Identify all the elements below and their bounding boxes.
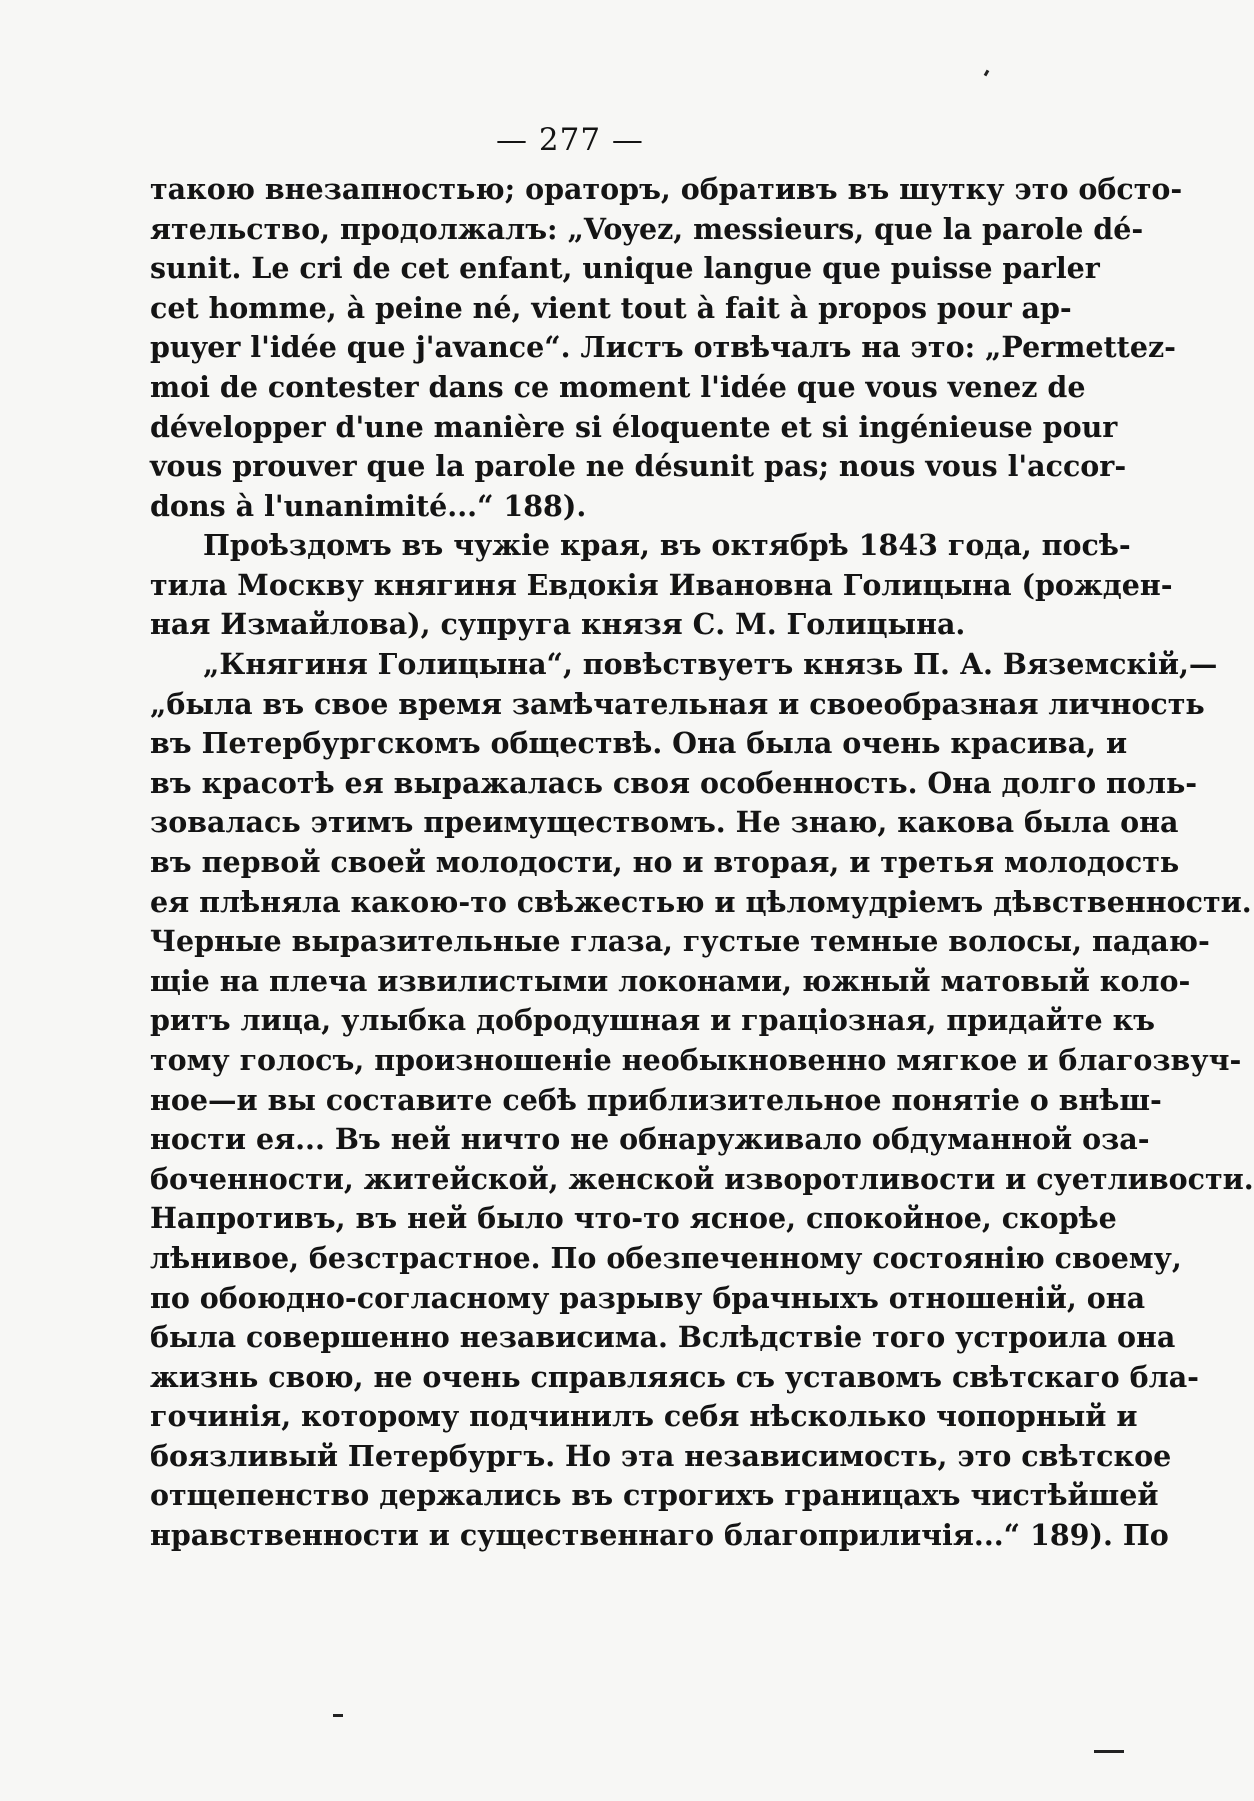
text-line: тому голосъ, произношеніе необыкновенно мягкое и благозвуч-: [150, 1042, 1242, 1077]
text-line: лѣнивое, безстрастное. По обезпеченному состоянію своему,: [150, 1240, 1182, 1275]
paragraph-3: [150, 645, 1254, 1556]
text-line: vous prouver que la parole ne désunit pas; nous vous l'accor-: [150, 449, 1127, 484]
text-line: въ Петербургскомъ обществѣ. Она была очень красива, и: [150, 726, 1128, 761]
text-line: développer d'une manière si éloquente et si ingénieuse pour: [150, 409, 1118, 444]
scan-speck: [333, 1714, 343, 1717]
text-line: гочинія, которому подчинилъ себя нѣсколько чопорный и: [150, 1399, 1138, 1434]
text-line: dons à l'unanimité...“ 188).: [150, 488, 587, 523]
text-line: въ первой своей молодости, но и вторая, и третья молодость: [150, 844, 1180, 879]
text-line: зовалась этимъ преимуществомъ. Не знаю, какова была она: [150, 805, 1179, 840]
text-line: въ красотѣ ея выражалась своя особенность. Она долго поль-: [150, 765, 1198, 800]
text-line: puyer l'idée que j'avance“. Листъ отвѣчалъ на это: „Permettez-: [150, 330, 1176, 365]
text-line: щіе на плеча извилистыми локонами, южный матовый коло-: [150, 963, 1191, 998]
text-line: Проѣздомъ въ чужіе края, въ октябрѣ 1843 года, посѣ-: [203, 528, 1131, 562]
text-line: была совершенно независима. Вслѣдствіе того устроила она: [150, 1320, 1176, 1355]
text-line: ная Измайлова), супруга князя С. М. Голицына.: [150, 607, 966, 642]
text-line: боязливый Петербургъ. Но эта независимость, это свѣтское: [150, 1438, 1172, 1473]
text-line: ности ея... Въ ней ничто не обнаруживало обдуманной оза-: [150, 1122, 1150, 1157]
page-number: — 277 —: [496, 122, 644, 158]
scan-speck: [984, 70, 990, 77]
text-line: ритъ лица, улыбка добродушная и граціозная, придайте къ: [150, 1003, 1156, 1038]
scan-speck: [1094, 1750, 1124, 1753]
paragraph-2: [150, 526, 1173, 645]
text-line: жизнь свою, не очень справляясь съ уставомъ свѣтскаго бла-: [150, 1359, 1200, 1394]
text-line: Напротивъ, въ ней было что-то ясное, спокойное, скорѣе: [150, 1201, 1117, 1236]
paragraph-1: [150, 170, 1183, 526]
text-line: „Княгиня Голицына“, повѣствуетъ князь П. А. Вяземскій,—: [203, 647, 1218, 681]
text-line: боченности, житейской, женской изворотливости и суетливости.: [150, 1161, 1254, 1196]
text-line: ея плѣняла какою-то свѣжестью и цѣломудріемъ дѣвственности.: [150, 884, 1252, 919]
text-line: sunit. Le cri de cet enfant, unique langue que puisse parler: [150, 251, 1100, 286]
text-line: Черные выразительные глаза, густые темные волосы, падаю-: [150, 924, 1210, 959]
text-line: moi de contester dans ce moment l'idée que vous venez de: [150, 369, 1086, 404]
text-line: по обоюдно-согласному разрыву брачныхъ отношеній, она: [150, 1280, 1146, 1315]
text-line: нравственности и существеннаго благоприличія...“ 189). По: [150, 1518, 1169, 1553]
text-line: тила Москву княгиня Евдокія Ивановна Голицына (рожден-: [150, 567, 1173, 602]
text-line: отщепенство держались въ строгихъ границахъ чистѣйшей: [150, 1478, 1159, 1513]
text-line: „была въ свое время замѣчательная и своеобразная личность: [150, 686, 1205, 721]
text-line: такою внезапностью; ораторъ, обративъ въ шутку это обсто-: [150, 172, 1183, 206]
text-line: cet homme, à peine né, vient tout à fait à propos pour ap-: [150, 290, 1072, 325]
text-line: ное—и вы составите себѣ приблизительное понятіе о внѣш-: [150, 1082, 1162, 1117]
text-line: ятельство, продолжалъ: „Voyez, messieurs, que la parole dé-: [150, 211, 1144, 246]
